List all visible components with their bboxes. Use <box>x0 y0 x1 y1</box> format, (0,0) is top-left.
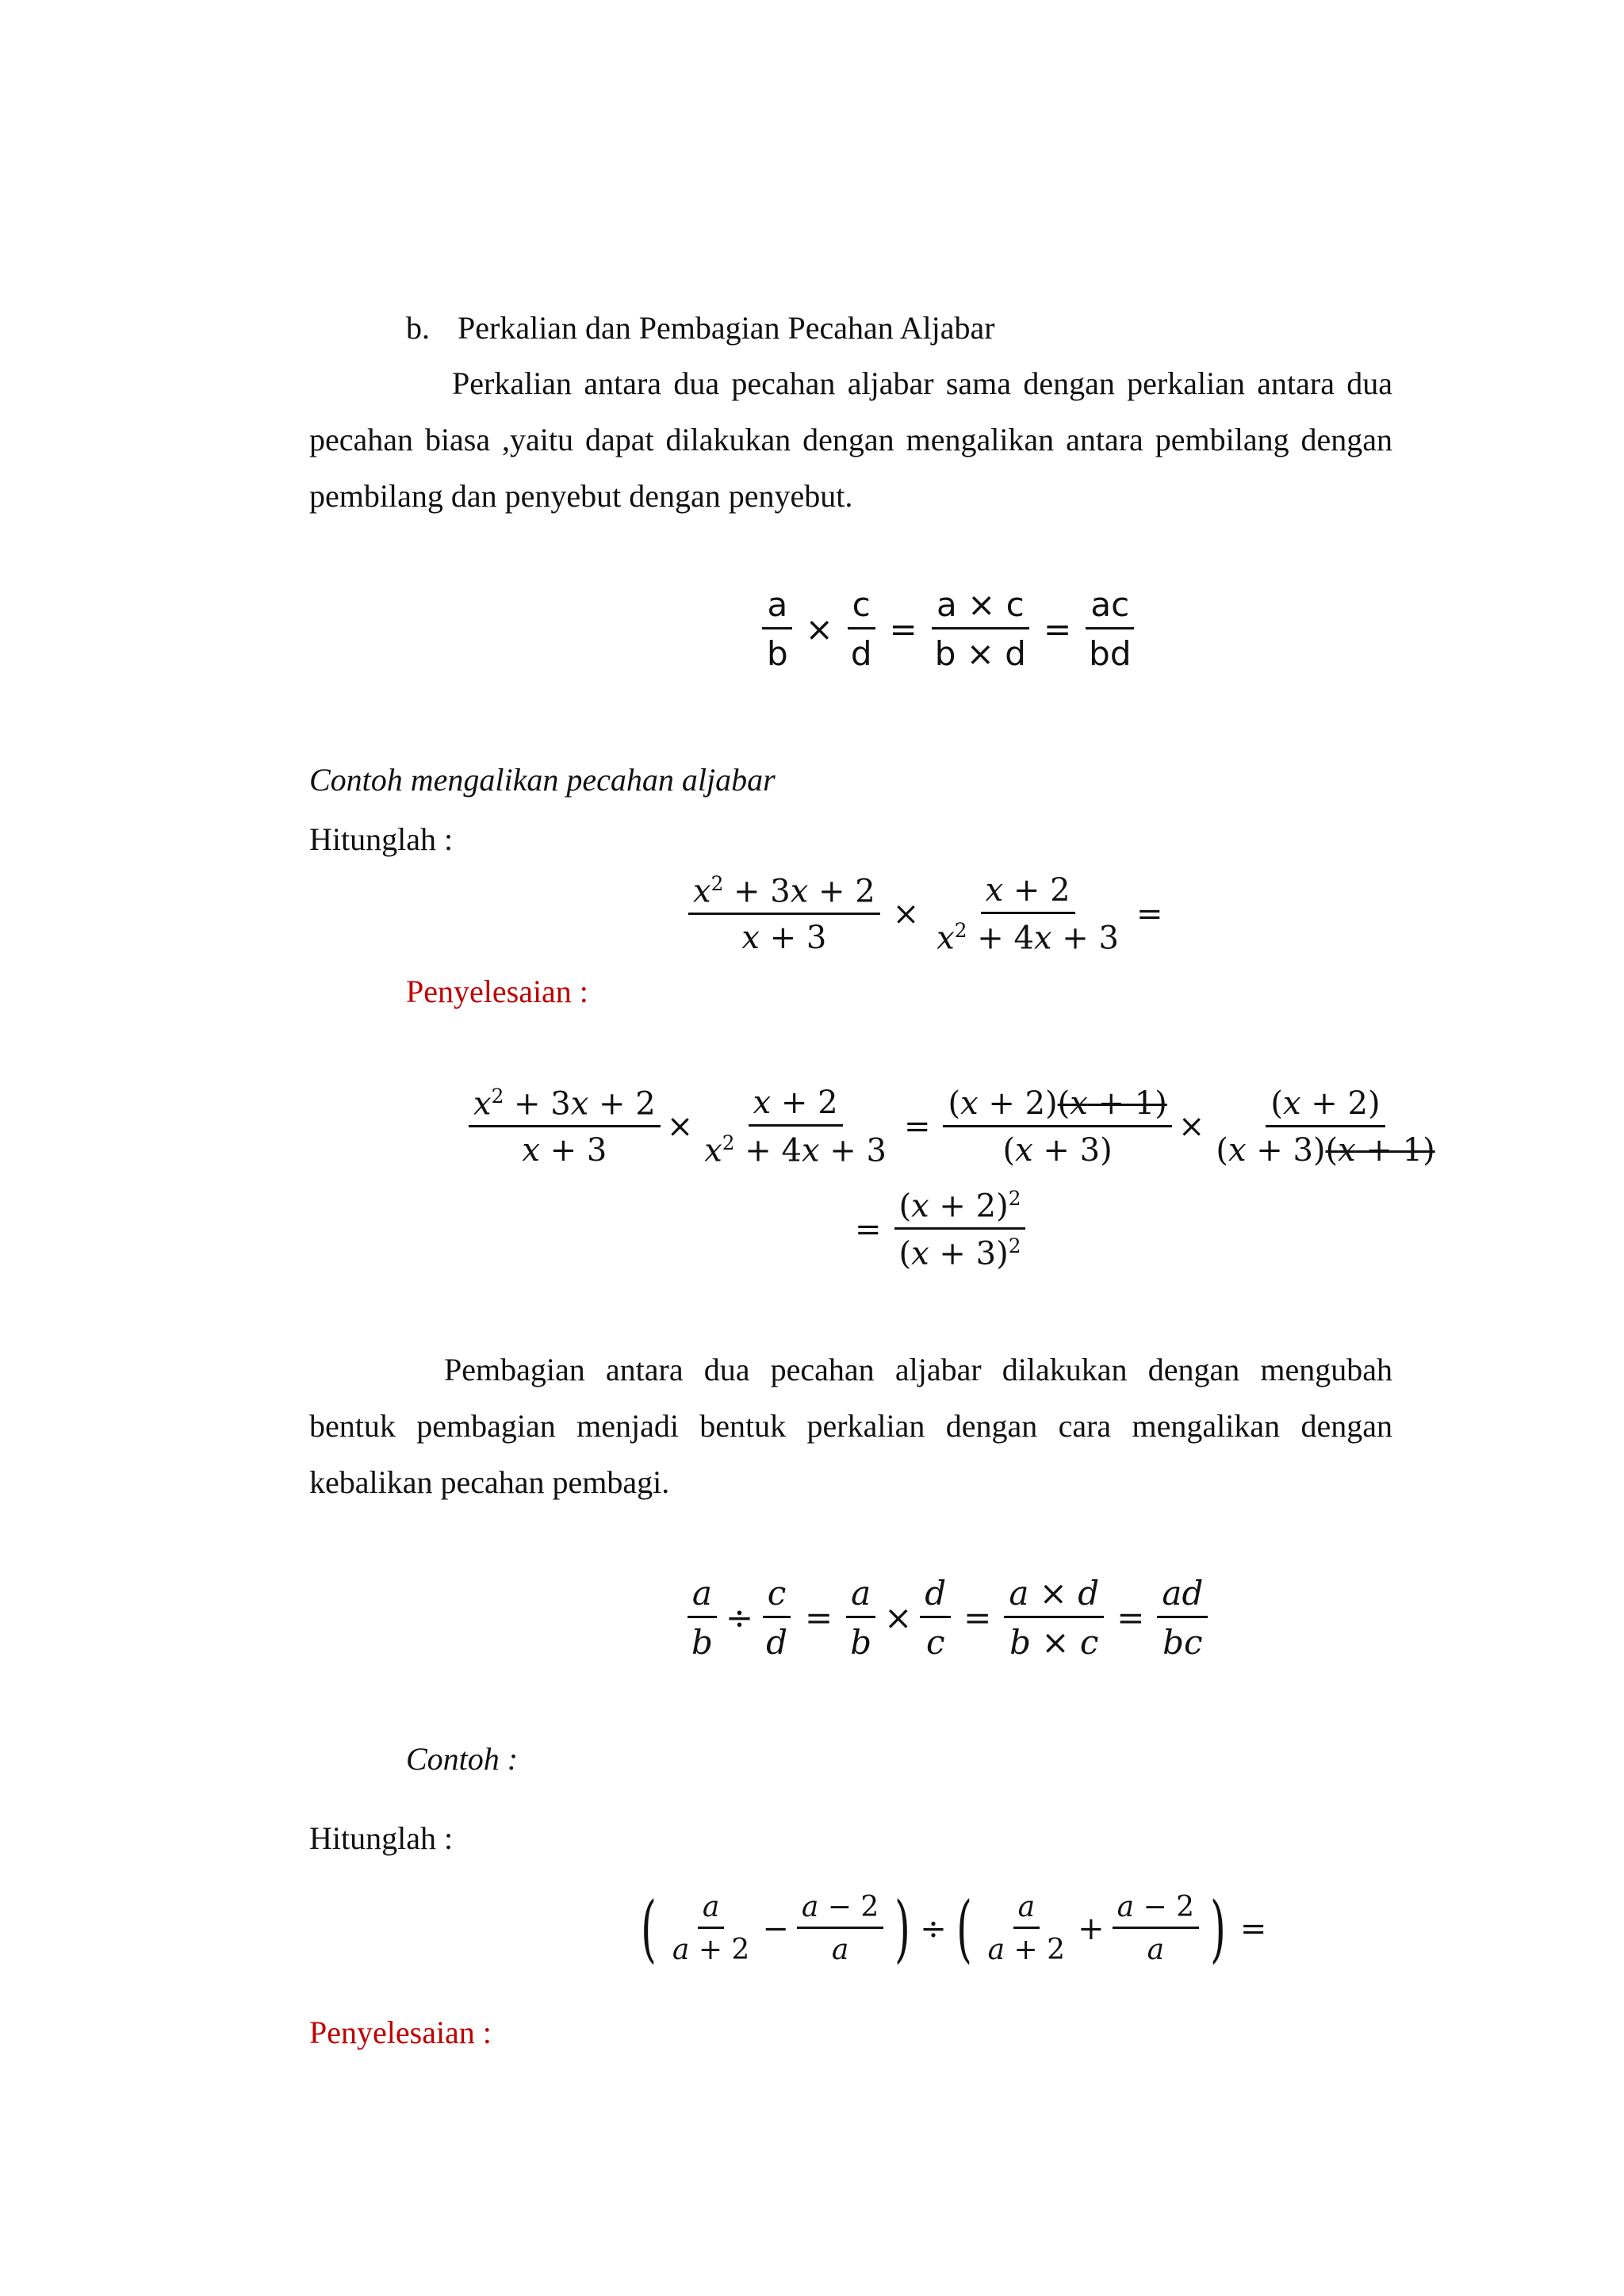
formula-multiplication: $\frac{a}{b}$ × $\frac{c}{d}$ = $\frac{a \times c}{b \times d}$ = $\frac{ac}{bd}$ <box>757 585 1141 673</box>
solution1-step2: = $\frac{(x + 2)^2}{(x + 3)^2}$ <box>847 1187 1030 1272</box>
fraction-result: $\frac{ac}{bd}$ <box>1084 585 1136 673</box>
example-title: Contoh mengalikan pecahan aljabar <box>309 762 776 798</box>
example-prompt: Hitunglah : <box>309 821 454 857</box>
fraction-c-over-d: $\frac{c}{d}$ <box>846 585 877 673</box>
formula-division: $\frac{a}{b}$ ÷ $\frac{c}{d}$ = $\frac{a}{b}$ × $\frac{d}{c}$ = $\frac{a \times d}{b \times c}$ = $\frac{ad}{bc}$ <box>682 1574 1212 1662</box>
example2-title: Contoh : <box>406 1741 519 1777</box>
example2-expression: ( $\frac{a}{a + 2}$ − $\frac{a - 2}{a}$ ) ÷ ( $\frac{a}{a + 2}$ + $\frac{a - 2}{a}$ ) = <box>641 1885 1267 1971</box>
fraction-product: $\frac{a \times c}{b \times d}$ <box>930 585 1031 673</box>
fraction-a-over-b: $\frac{a}{b}$ <box>762 585 793 673</box>
solution1-step1: $\frac{x^2 + 3x + 2}{x + 3}$ × $\frac{x + 2}{x^2 + 4x + 3}$ = $\frac{(x + 2)(x + 1)}{(x + 3)}$ × $\frac{(x + 2)}{(x + 3)(x + 1)}$ <box>464 1085 1445 1169</box>
example2-prompt: Hitunglah : <box>309 1820 454 1856</box>
section-marker: b. <box>406 310 430 346</box>
solution-label: Penyelesaian : <box>406 974 588 1009</box>
paragraph-multiplication: Perkalian antara dua pecahan aljabar sama dengan perkalian antara dua pecahan biasa ,yaitu dapat dilakukan dengan mengalikan antara pembilang dengan pembilang dan penyebut dengan penyebut. <box>309 365 1392 514</box>
solution2-label: Penyelesaian : <box>309 2015 492 2050</box>
example1-expression: $\frac{x^2 + 3x + 2}{x + 3}$ × $\frac{x + 2}{x^2 + 4x + 3}$ = <box>684 872 1170 956</box>
paragraph-division: Pembagian antara dua pecahan aljabar dilakukan dengan mengubah bentuk pembagian menjadi bentuk perkalian dengan cara mengalikan dengan kebalikan pecahan pembagi. <box>309 1352 1392 1500</box>
section-heading: Perkalian dan Pembagian Pecahan Aljabar <box>458 310 995 346</box>
